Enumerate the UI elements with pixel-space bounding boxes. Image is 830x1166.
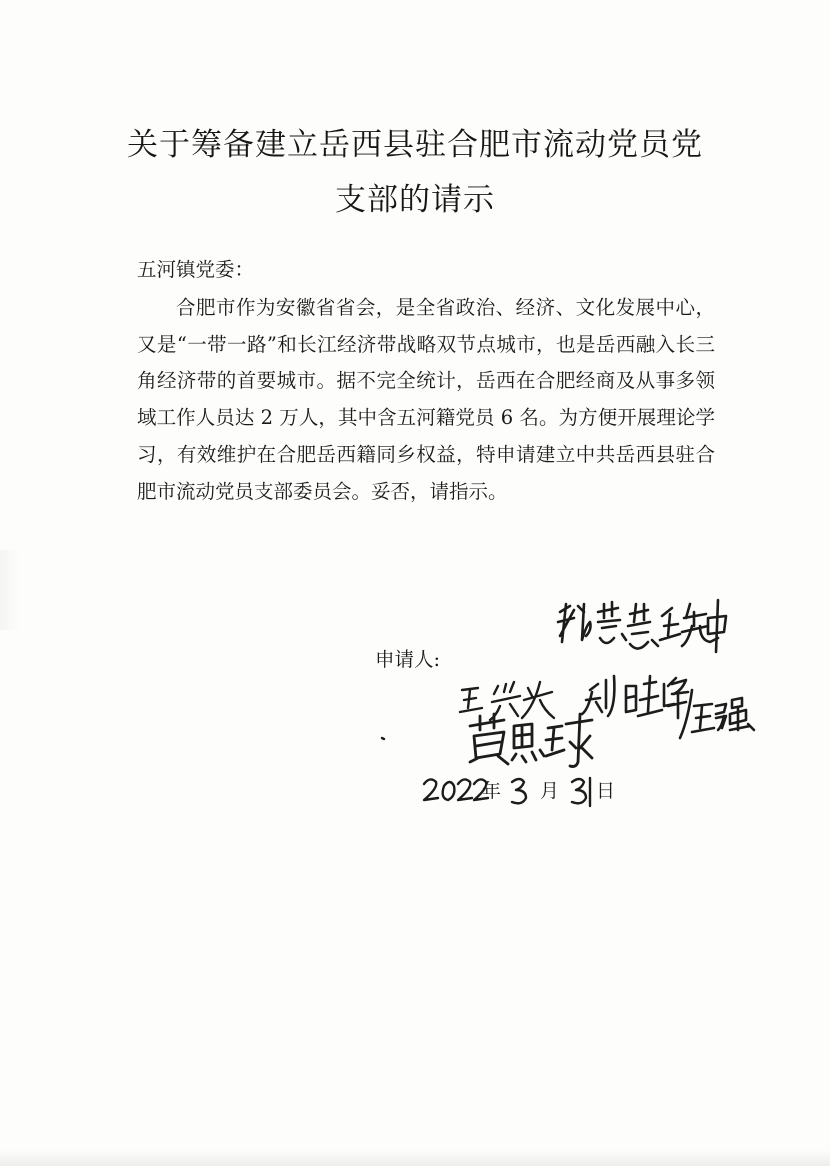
scan-edge-shadow [0, 1150, 830, 1166]
scan-side-shadow [0, 550, 20, 630]
date-day-unit: 日 [596, 780, 616, 802]
signature-1 [558, 602, 658, 649]
date-month-unit: 月 [540, 780, 560, 802]
title-line-1: 关于筹备建立岳西县驻合肥市流动党员党 [127, 127, 703, 163]
signature-3 [460, 682, 554, 720]
pen-dot [382, 738, 384, 739]
body-paragraph: 合肥市作为安徽省省会，是全省政治、经济、文化发展中心，又是“一带一路”和长江经济带战略双节点城市，也是岳西融入长三角经济带的首要城市。据不完全统计，岳西在合肥经商及从事多领域工作人员达 2 万人，其中含五河籍党员 6 名。为方便开展理论学习，有效维护在合肥岳西籍同乡权益，特申请建立中共岳西县驻合肥市流动党员支部委员会。妥否，请指示。 [137, 296, 715, 503]
applicant-label: 申请人: [375, 648, 441, 671]
signature-2 [660, 600, 726, 652]
handwritten-date [420, 768, 640, 813]
addressee: 五河镇党委： [137, 258, 255, 281]
date-year-unit: 年 [482, 780, 502, 802]
title-line-2: 支部的请示 [335, 182, 495, 218]
signature-5 [470, 714, 592, 767]
signature-4 [582, 676, 692, 738]
signature-6 [692, 698, 754, 732]
